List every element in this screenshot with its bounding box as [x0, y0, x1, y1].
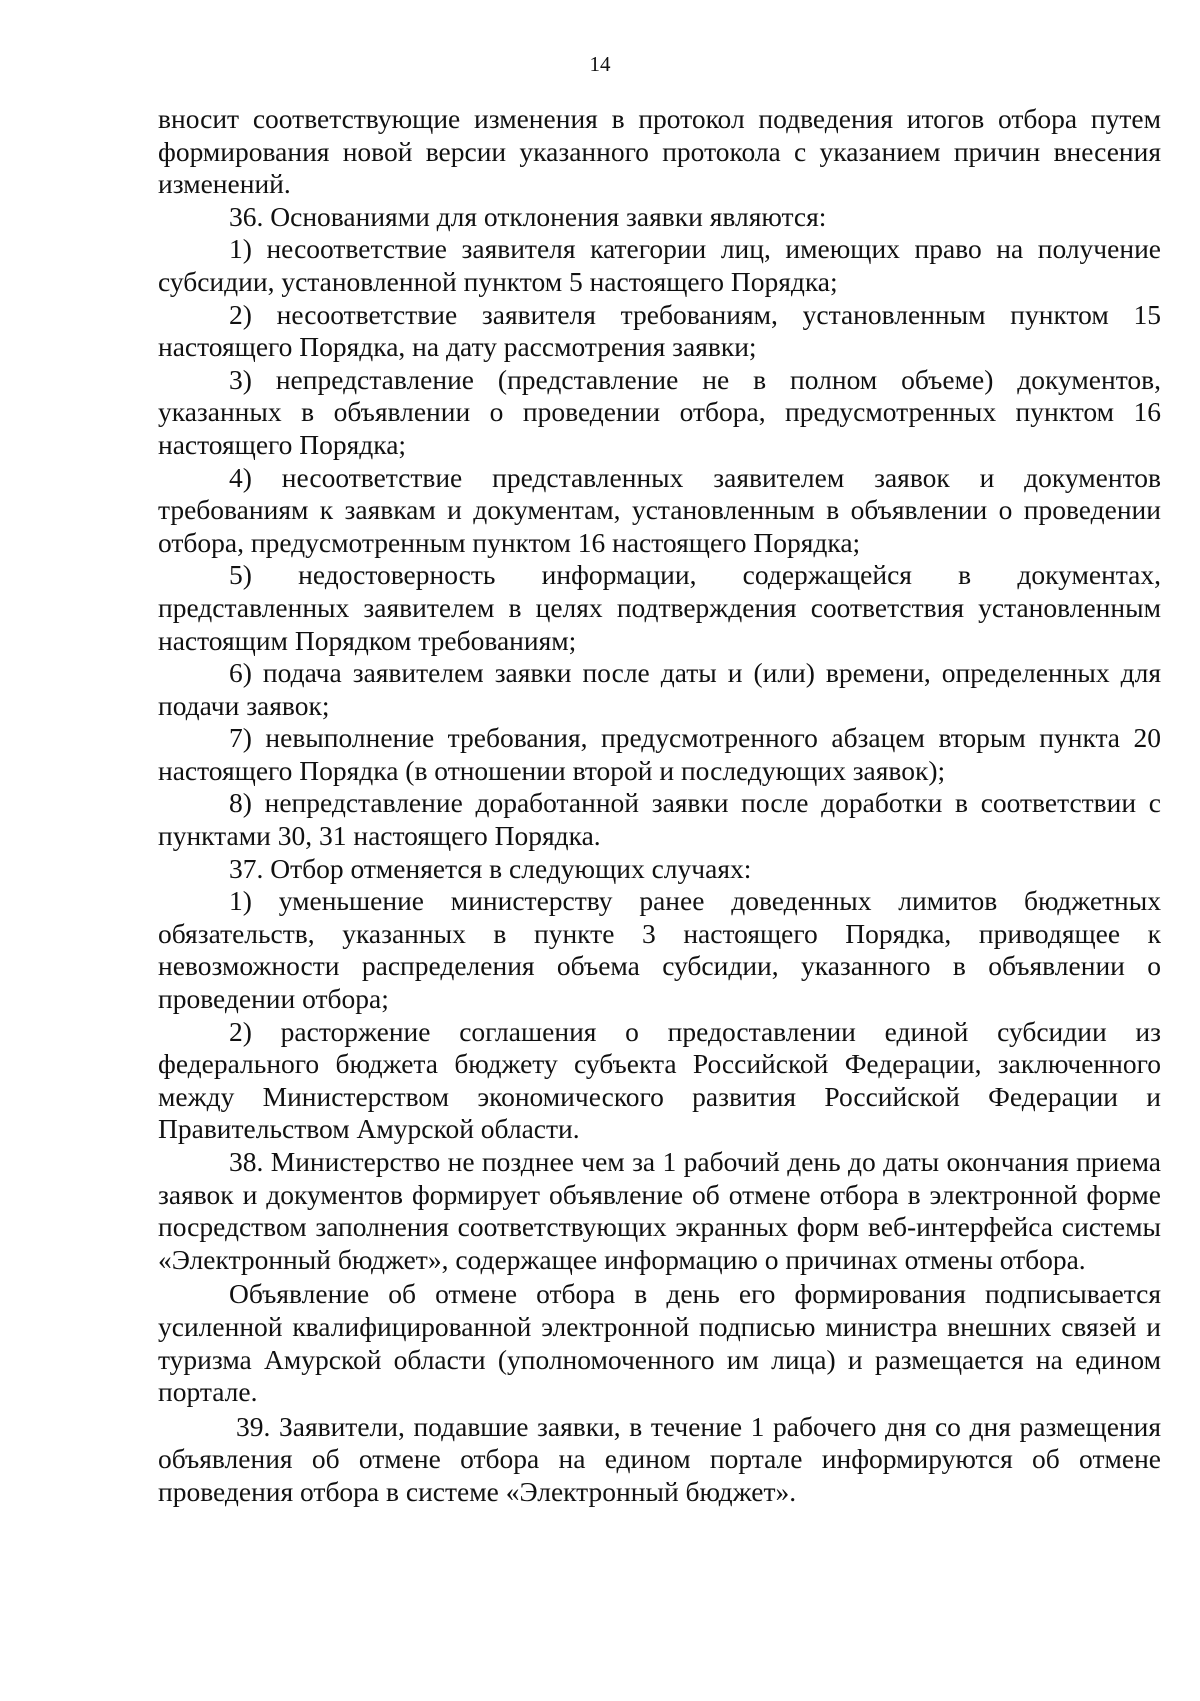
paragraph-36-heading: 36. Основаниями для отклонения заявки являются:	[229, 200, 827, 232]
paragraph-continuation: вносит соответствующие изменения в протокол подведения итогов отбора путем формирования новой версии указанного протокола с указанием причин внесения изменений.	[158, 103, 1161, 200]
paragraph-36-item-2: 2) несоответствие заявителя требованиям, установленным пунктом 15 настоящего Порядка, на дату рассмотрения заявки;	[158, 298, 1161, 363]
paragraph-37-item-2: 2) расторжение соглашения о предоставлении единой субсидии из федерального бюджета бюджету субъекта Российской Федерации, заключенного между Министерством экономического развития Российской Федерации и Правительством Амурской области.	[158, 1015, 1161, 1145]
paragraph-36-item-4: 4) несоответствие представленных заявителем заявок и документов требованиям к заявкам и документам, установленным в объявлении о проведении отбора, предусмотренным пунктом 16 настоящего Порядка;	[158, 461, 1161, 558]
paragraph-36-item-7: 7) невыполнение требования, предусмотренного абзацем вторым пункта 20 настоящего Порядка (в отношении второй и последующих заявок);	[158, 722, 1161, 786]
paragraph-36-item-6: 6) подача заявителем заявки после даты и (или) времени, определенных для подачи заявок;	[158, 657, 1161, 721]
paragraph-38: 38. Министерство не позднее чем за 1 рабочий день до даты окончания приема заявок и документов формирует объявление об отмене отбора в электронной форме посредством заполнения соответствующих экранных форм веб-интерфейса системы «Электронный бюджет», содержащее информацию о причинах отмены отбора.	[158, 1146, 1161, 1275]
paragraph-38-announcement: Объявление об отмене отбора в день его формирования подписывается усиленной квалифицированной электронной подписью министра внешних связей и туризма Амурской области (уполномоченного им лица) и размещается на едином портале.	[158, 1278, 1161, 1408]
paragraph-37-item-1: 1) уменьшение министерству ранее доведенных лимитов бюджетных обязательств, указанных в пункте 3 настоящего Порядка, приводящее к невозможности распределения объема субсидии, указанного в объявлении о проведении отбора;	[158, 885, 1161, 1015]
paragraph-36-item-8: 8) непредставление доработанной заявки после доработки в соответствии с пунктами 30, 31 настоящего Порядка.	[158, 787, 1161, 852]
paragraph-36-item-3: 3) непредставление (представление не в полном объеме) документов, указанных в объявлении о проведении отбора, предусмотренных пунктом 16 настоящего Порядка;	[158, 363, 1161, 460]
paragraph-36-item-1: 1) несоответствие заявителя категории лиц, имеющих право на получение субсидии, установленной пунктом 5 настоящего Порядка;	[158, 233, 1161, 297]
document-body	[158, 103, 1161, 1509]
paragraph-37-heading: 37. Отбор отменяется в следующих случаях:	[229, 852, 752, 884]
paragraph-36-item-5: 5) недостоверность информации, содержащейся в документах, представленных заявителем в целях подтверждения соответствия установленным настоящим Порядком требованиям;	[158, 559, 1161, 656]
paragraph-39: 39. Заявители, подавшие заявки, в течение 1 рабочего дня со дня размещения объявления об отмене отбора на едином портале информируются об отмене проведения отбора в системе «Электронный бюджет».	[158, 1410, 1161, 1507]
page-number: 14	[589, 52, 611, 76]
